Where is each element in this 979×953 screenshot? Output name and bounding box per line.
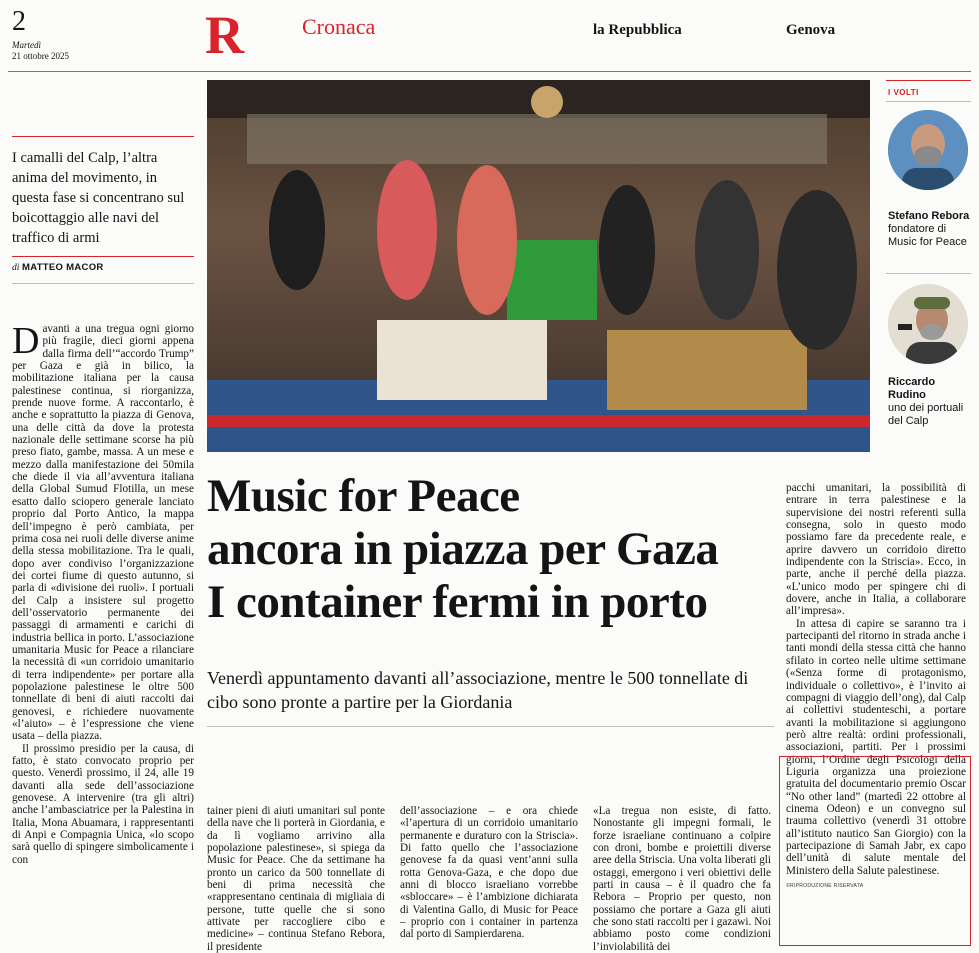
volti-divider [886,273,971,274]
subheadline: Venerdì appuntamento davanti all’associazione, mentre le 500 tonnellate di cibo sono pronte a partire per la Giordania [207,668,749,712]
edition-name: Genova [786,22,836,38]
article-col1-p1: avanti a una tregua ogni giorno più fragile, dieci giorni appena dalla firma dell’“accordo Trump” per Gaza e già in bilico, la mobilitazione italiana per la causa palestinese continua, si riorganizza, prende nuove forme. A raccontarlo, è anche e soprattutto la piazza di Genova, una delle città da dove la protesta nazionale delle settimane scorse ha più preso fiato, gambe, massa. A un mese e mezzo dalla manifestazione dei 50mila che diede il via all’avventura italiana della Global Sumud Flotilla, un mese esatto dallo sciopero generale lanciato proprio dal Porto Antico, la mappa dell’impegno è però cambiata, per prima cosa nei ruoli delle diverse anime della stessa mobilitazione. Tra le quali, dopo aver condiviso l’organizzazione dei cortei fiume di questo autunno, si parla di «divisione dei ruoli». I portuali del Calp a insistere sul progetto dell’osservatorio permanente dei passaggi di armamenti e carichi di industria bellica in porto. L’associazione umanitaria Music for Peace a rilanciare la necessità di «un corridoio umanitario di terra indipendente» per portare alla popolazione palestinese le oltre 500 tonnellate di beni di aiuti raccolti dai genovesi, e richiedere nuovamente «l’aiuto» – è l’espressione che viene usata – della piazza. [12,323,194,743]
subhead-rule [207,726,774,727]
date-full: 21 ottobre 2025 [12,51,69,61]
byline-prefix: di [12,263,20,273]
person-1-name: Stefano Rebora [888,210,970,222]
standfirst-rule-bottom [12,256,194,257]
article-col5-p2: In attesa di capire se saranno tra i partecipanti del ritorno in strada anche i tanti mondi della stessa città che hanno sfilato in corteo nelle ultime settimane («Senza forme di protagonismo, individuale o collettivo», è l’invito ai compagni di viaggio dell’ong), dal Calp ai collettivi studenteschi, a portare avanti la mobilitazione si aggiungono però altre realtà: ordini professionali, associazioni, partiti. Per i prossimi giorni, l’Ordine degli Psicologi della Liguria organizza una proiezione gratuita del documentario premio Oscar “No other land” (martedì 22 ottobre al cinema Odeon) e un convegno sul trauma collettivo (venerdì 31 ottobre all’istituto nautico San Giorgio) con la partecipazione di Samah Jabr, ex capo dell’unità di salute mentale del Ministero della Salute palestinese. [786,617,966,877]
volti-tag-rule [886,101,971,102]
headline-line-3: I container fermi in porto [207,576,708,628]
drop-cap: D [12,320,40,362]
headline-line-1: Music for Peace [207,470,520,522]
standfirst-rule-top [12,136,194,137]
section-title: Cronaca [302,14,376,39]
person-1-role: fondatore di Music for Peace [888,223,967,248]
volti-tag: I VOLTI [888,88,919,97]
header-rule [8,71,971,72]
main-photo [207,80,870,452]
byline-rule [12,283,194,284]
copyright-notice: ©RIPRODUZIONE RISERVATA [786,883,864,889]
volti-person-1 [888,210,970,249]
byline [12,262,104,273]
article-col5-p1: pacchi umanitari, la possibilità di entrare in terra palestinese e la supervisione dei nostri referenti sulla consegna, solo in questo modo possiamo fare da precedente reale, e aprire davvero un corridoio diretto indipendente con la Striscia». Ecco, in parte, anche il perché della piazza. «L’unico modo per spingere chi di dovere, anche in Italia, a collaborare all’impresa». [786,482,966,618]
person-2-name: Riccardo Rudino [888,376,936,401]
person-2-role: uno dei portuali del Calp [888,402,964,427]
article-column-1 [12,320,194,866]
volti-person-2 [888,376,970,428]
headline-line-2: ancora in piazza per Gaza [207,523,719,575]
headline [207,470,787,629]
standfirst: I camalli del Calp, l’altra anima del movimento, in questa fase si concentrano sul boicottaggio alle navi del traffico di armi [12,150,185,246]
article-col3: dell’associazione – e ora chiede «l’apertura di un corridoio umanitario permanente e duraturo con la Striscia». Di fatto quello che l’associazione genovese fa da quasi vent’anni sulla rotta Genova-Gaza, e che dopo due anni di blocco israeliano vorrebbe «sbloccare» – è l’ambizione dichiarata di Valentina Gallo, di Music for Peace – proprio con i container in partenza dal porto di Sampierdarena. [400,805,578,941]
article-col4: «La tregua non esiste, di fatto. Nonostante gli impegni formali, le forze israeliane continuano a colpire con droni, bombe e proiettili diverse aree della Striscia. Una volta liberati gli ostaggi, emergono i veri obiettivi delle parti in causa – è il quadro che fa Rebora – Proprio per questo, non possiamo che portare a Gaza gli aiuti che sono stati raccolti per i gazawi. Noi abbiamo posto come condizioni l’inviolabilità dei [593,805,772,953]
article-col2: tainer pieni di aiuti umanitari sul ponte della nave che li porterà in Giordania, e da lì vogliamo arrivino alla popolazione palestinese», si spiega da Music for Peace. Che da settimane ha pronto un carico da 500 tonnellate di beni di prima necessità che «rappresentano centinaia di migliaia di persone, tutte quelle che si sono attivate per raccogliere cibo e medicine» – continua Stefano Rebora, il presidente [207,805,385,953]
date-day: Martedì [12,40,41,50]
volti-rule [886,80,971,81]
article-column-4 [593,805,771,953]
page-number: 2 [12,6,26,37]
highlight-box [779,756,971,946]
repubblica-logo: R [205,5,244,65]
avatar-stefano-rebora [888,110,968,190]
byline-author: MATTEO MACOR [22,262,104,273]
article-column-3 [400,805,578,941]
article-col1-p2: Il prossimo presidio per la causa, di fatto, è stato convocato proprio per questo. Venerdì prossimo, il 24, alle 19 davanti alla sede dell’associazione genovese. A intervenire (tra gli altri) anche l’ambasciatrice per la Palestina in Italia, Mona Abuamara, i rappresentanti di Anpi e Compagnia Unica, «lo scopo sarà quello di spingere simbolicamente i con [12,742,194,866]
article-column-2 [207,805,385,953]
avatar-riccardo-rudino [888,284,968,364]
newspaper-name: la Repubblica [593,22,682,38]
